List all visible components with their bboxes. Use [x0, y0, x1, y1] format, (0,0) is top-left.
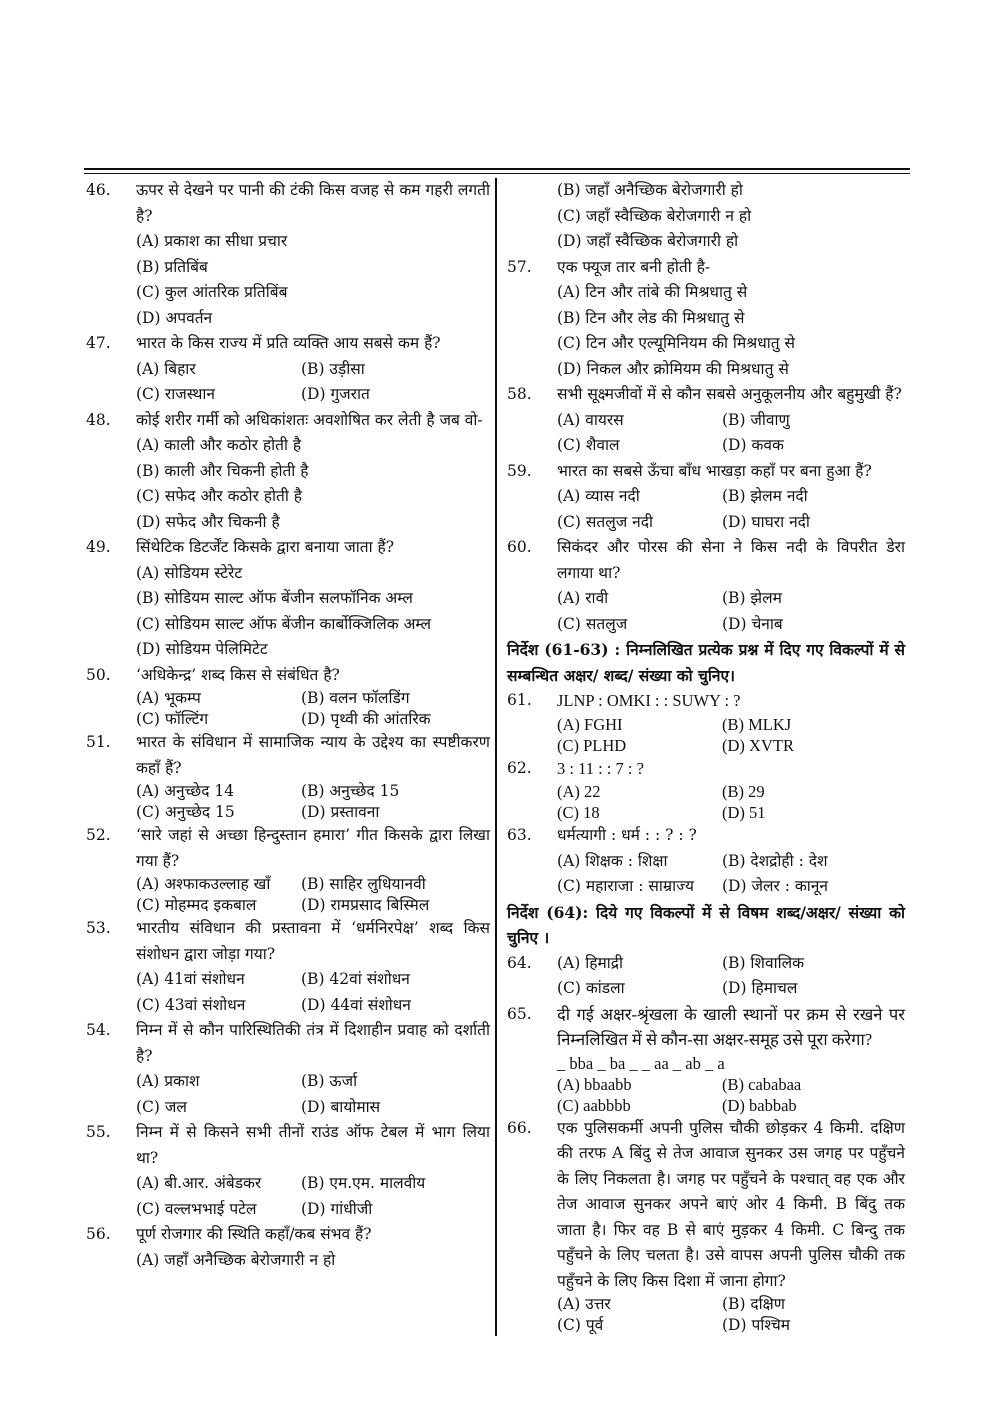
column-divider: [495, 178, 497, 1336]
option: (C) जल: [136, 1097, 187, 1116]
option: (B) ऊर्जा: [301, 1072, 358, 1090]
options-61: [507, 714, 905, 756]
options-62: [507, 781, 905, 823]
option-row: [136, 895, 490, 916]
option: (C) aabbbb: [557, 1095, 631, 1115]
option: (B) सोडियम साल्ट ऑफ बेंजीन सलफॉनिक अम्ल: [136, 589, 413, 607]
option: (B) साहिर लुधियानवी: [301, 875, 426, 893]
option: (D) गुजरात: [301, 385, 370, 403]
option: (A) 41वां संशोधन: [136, 970, 245, 988]
option-row: [557, 433, 905, 459]
options-53: [86, 967, 490, 1018]
option: (A) हिमाद्री: [557, 953, 623, 972]
option: (D) बायोमास: [301, 1097, 381, 1116]
option-row: [557, 612, 905, 638]
option-row: [557, 976, 905, 1002]
option: (B) वलन फॉलडिंग: [301, 689, 410, 707]
options-60: [507, 586, 905, 637]
option: (D) सफेद और चिकनी है: [136, 512, 280, 531]
option-row: [557, 1074, 905, 1095]
option: (A) व्यास नदी: [557, 487, 640, 505]
question-text: भारत के संविधान में सामाजिक न्याय के उद्देश्य का स्पष्टीकरण कहाँ हैं?: [136, 733, 490, 777]
option-row: [136, 357, 490, 383]
option-row: [136, 967, 490, 993]
option: (C) सतलुज: [557, 614, 628, 633]
question-text: एक पुलिसकर्मी अपनी पुलिस चौकी छोड़कर 4 किमी. दक्षिण की तरफ A बिंदु से तेज आवाज सुनकर उस जगह पर पहुँचने के लिए निकलता है। जगह पर पहुँचने के पश्चात् वह एक और तेज आवाज सुनकर अपने बाएं ओर 4 किमी. B बिंदु तक जाता है। फिर वह B से बाएं मुड़कर 4 किमी. C बिन्दु तक पहुँचने के लिए चलता है। उसे वापस अपनी पुलिस चौकी तक पहुँचने के लिए किस दिशा में जाना होगा?: [557, 1118, 905, 1290]
question-50: [86, 663, 490, 689]
option: (D) 51: [722, 803, 766, 822]
options-66: [507, 1294, 905, 1336]
question-number: 53.: [86, 919, 111, 937]
question-number: 55.: [86, 1123, 111, 1141]
options-55: [86, 1171, 490, 1222]
question-63: [507, 823, 905, 849]
option: (C) शैवाल: [557, 436, 620, 454]
question-text: ‘सारे जहां से अच्छा हिन्दुस्तान हमारा’ गीत किसके द्वारा लिखा गया हैं?: [136, 826, 490, 870]
question-text: पूर्ण रोजगार की स्थिति कहाँ/कब संभव हैं?: [136, 1225, 372, 1243]
question-number: 61.: [507, 691, 532, 709]
option: (C) पूर्व: [557, 1316, 604, 1334]
option: (D) सोडियम पेलिमिटेट: [136, 640, 268, 658]
question-number: 48.: [86, 410, 111, 429]
letter-series: _ bba _ ba _ _ aa _ ab _ a: [557, 1053, 725, 1073]
option: (A) 22: [557, 782, 601, 801]
question-text: भारत का सबसे ऊँचा बाँध भाखड़ा कहाँ पर बना हुआ हैं?: [557, 461, 872, 480]
question-number: 51.: [86, 733, 111, 751]
option: (D) babbab: [722, 1095, 797, 1115]
question-text: सभी सूक्ष्मजीवों में से कौन सबसे अनुकूलनीय और बहुमुखी हैं?: [557, 385, 902, 403]
question-number: 62.: [507, 758, 532, 777]
question-number: 60.: [507, 538, 532, 556]
options-56: [86, 1248, 490, 1274]
question-54: [86, 1018, 490, 1069]
option-row: [136, 874, 490, 895]
option: (C) सतलुज नदी: [557, 512, 653, 531]
question-number: 64.: [507, 953, 532, 972]
option-row: [136, 1095, 490, 1121]
option: (C) PLHD: [557, 735, 627, 755]
left-column: [86, 178, 490, 1273]
option: (A) अनुच्छेद 14: [136, 782, 235, 800]
option: (C) राजस्थान: [136, 385, 215, 403]
option: (B) टिन और लेड की मिश्रधातु से: [557, 308, 745, 327]
option: (C) जहाँ स्वैच्छिक बेरोजगारी न हो: [557, 206, 752, 225]
question-text: सिंथेटिक डिटर्जेंट किसके द्वारा बनाया जाता हैं?: [136, 538, 395, 556]
question-58: [507, 382, 905, 408]
question-49: [86, 535, 490, 561]
option-row: [136, 1069, 490, 1095]
option: (C) अनुच्छेद 15: [136, 803, 235, 821]
option-row: [136, 1197, 490, 1223]
option: (D) प्रस्तावना: [301, 803, 380, 821]
question-number: 65.: [507, 1004, 532, 1023]
question-number: 47.: [86, 334, 111, 352]
option: (C) फॉल्टिंग: [136, 710, 209, 728]
options-58: [507, 408, 905, 459]
question-52: [86, 823, 490, 874]
options-65: [507, 1074, 905, 1116]
question-text: ‘अधिकेन्द्र’ शब्द किस से संबंधित है?: [136, 665, 340, 684]
option: (B) देशद्रोही : देश: [722, 851, 828, 870]
question-48: [86, 408, 490, 434]
question-text: ऊपर से देखने पर पानी की टंकी किस वजह से कम गहरी लगती है?: [136, 181, 490, 225]
question-number: 52.: [86, 826, 111, 844]
question-61: [507, 688, 905, 714]
option-row: [557, 1315, 905, 1336]
option: (A) अश्फाकउल्लाह खाँ: [136, 875, 271, 893]
option: (C) महाराजा : साम्राज्य: [557, 877, 694, 895]
question-text: JLNP : OMKI : : SUWY : ?: [557, 691, 741, 710]
option: (B) शिवालिक: [722, 953, 805, 972]
option: (A) FGHI: [557, 714, 623, 734]
options-48: [86, 433, 490, 535]
option-row: [557, 802, 905, 823]
options-50: [86, 688, 490, 730]
question-text: भारत के किस राज्य में प्रति व्यक्ति आय सबसे कम हैं?: [136, 334, 441, 352]
option: (D) अपवर्तन: [136, 308, 213, 327]
option: (A) शिक्षक : शिक्षा: [557, 851, 668, 870]
option-row: [557, 1294, 905, 1315]
options-51: [86, 781, 490, 823]
option: (C) टिन और एल्यूमिनियम की मिश्रधातु से: [557, 334, 795, 352]
option: (B) 42वां संशोधन: [301, 970, 410, 988]
option-row: [557, 951, 905, 977]
question-66: [507, 1116, 905, 1295]
option: (D) पृथ्वी की आंतरिक: [301, 710, 431, 728]
option-row: [557, 408, 905, 434]
question-number: 59.: [507, 461, 532, 480]
header-rule-thin: [84, 173, 910, 174]
options-49: [86, 561, 490, 663]
option: (D) XVTR: [722, 735, 794, 755]
question-55: [86, 1120, 490, 1171]
options-59: [507, 484, 905, 535]
question-text: सिकंदर और पोरस की सेना ने किस नदी के विपरीत डेरा लगाया था?: [557, 538, 905, 582]
option: (B) जहाँ अनैच्छिक बेरोजगारी हो: [557, 181, 743, 199]
option-row: [557, 735, 905, 756]
option: (C) मोहम्मद इकबाल: [136, 896, 257, 914]
option-row: [557, 781, 905, 802]
option: (B) काली और चिकनी होती है: [136, 461, 309, 480]
question-text: एक फ्यूज तार बनी होती है-: [557, 257, 711, 276]
option-row: [557, 714, 905, 735]
option: (B) झेलम: [722, 589, 782, 607]
option: (D) कवक: [722, 436, 784, 454]
options-63: [507, 849, 905, 900]
option: (D) जेलर : कानून: [722, 877, 828, 895]
option: (A) प्रकाश: [136, 1072, 200, 1090]
option-row: [136, 993, 490, 1019]
options-46: [86, 229, 490, 331]
question-text: धर्मत्यागी : धर्म : : ? : ?: [557, 826, 697, 844]
question-53: [86, 916, 490, 967]
question-text: निम्न में से किसने सभी तीनों राउंड ऑफ टेबल में भाग लिया था?: [136, 1123, 490, 1167]
option: (B) दक्षिण: [722, 1295, 785, 1313]
option: (D) गांधीजी: [301, 1199, 373, 1218]
option-row: [136, 709, 490, 730]
direction-61-63: निर्देश (61-63) : निम्नलिखित प्रत्येक प्रश्न में दिए गए विकल्पों में से सम्बन्धित अक्षर/ शब्द/ संख्या को चुनिए।: [507, 640, 905, 685]
option-row: [557, 484, 905, 510]
option: (B) प्रतिबिंब: [136, 257, 208, 276]
right-column: [507, 178, 905, 1336]
option: (C) 43वां संशोधन: [136, 995, 246, 1014]
option: (D) चेनाब: [722, 614, 783, 633]
question-text: कोई शरीर गर्मी को अधिकांशतः अवशोषित कर लेती है जब वो-: [136, 410, 483, 429]
options-47: [86, 357, 490, 408]
option: (B) एम.एम. मालवीय: [301, 1174, 426, 1192]
question-51: [86, 730, 490, 781]
option: (B) अनुच्छेद 15: [301, 782, 400, 800]
question-number: 66.: [507, 1118, 532, 1137]
option-row: [136, 781, 490, 802]
question-text: निम्न में से कौन पारिस्थितिकी तंत्र में दिशाहीन प्रवाह को दर्शाती है?: [136, 1021, 490, 1065]
question-65: [507, 1002, 905, 1074]
option: (D) जहाँ स्वैच्छिक बेरोजगारी हो: [557, 232, 739, 250]
q56-continued-options: [507, 178, 905, 255]
option: (A) भूकम्प: [136, 689, 201, 707]
option: (C) कुल आंतरिक प्रतिबिंब: [136, 283, 288, 301]
header-rule-thick: [84, 168, 910, 170]
option: (B) जीवाणु: [722, 410, 790, 429]
option: (A) प्रकाश का सीधा प्रचार: [136, 232, 288, 250]
question-number: 63.: [507, 826, 532, 844]
option: (D) घाघरा नदी: [722, 512, 810, 531]
option-row: [557, 586, 905, 612]
question-text: भारतीय संविधान की प्रस्तावना में ‘धर्मनिरपेक्ष’ शब्द किस संशोधन द्वारा जोड़ा गया?: [136, 919, 490, 963]
question-59: [507, 459, 905, 485]
question-number: 50.: [86, 665, 111, 684]
question-64: [507, 951, 905, 977]
question-60: [507, 535, 905, 586]
option: (D) रामप्रसाद बिस्मिल: [301, 896, 430, 914]
question-57: [507, 255, 905, 281]
option: (A) रावी: [557, 589, 609, 607]
question-number: 54.: [86, 1021, 111, 1039]
option-row: [557, 510, 905, 536]
option: (C) वल्लभभाई पटेल: [136, 1199, 257, 1218]
option: (C) सफेद और कठोर होती है: [136, 487, 303, 505]
question-number: 57.: [507, 257, 532, 276]
option: (B) MLKJ: [722, 714, 792, 734]
options-52: [86, 874, 490, 916]
option: (A) bbaabb: [557, 1074, 632, 1094]
option-row: [557, 874, 905, 900]
option: (C) कांडला: [557, 979, 625, 997]
question-number: 49.: [86, 538, 111, 556]
question-47: [86, 331, 490, 357]
question-text: दी गई अक्षर-श्रृंखला के खाली स्थानों पर क्रम से रखने पर निम्नलिखित में से कौन-सा अक्षर-समूह उसे पूरा करेगा?: [557, 1004, 905, 1049]
options-57: [507, 280, 905, 382]
option: (B) झेलम नदी: [722, 487, 808, 505]
option-row: [136, 688, 490, 709]
option: (C) 18: [557, 803, 600, 822]
option-row: [557, 1095, 905, 1116]
option-row: [136, 1171, 490, 1197]
question-number: 46.: [86, 181, 111, 199]
question-62: [507, 756, 905, 782]
option: (A) बिहार: [136, 359, 196, 378]
options-54: [86, 1069, 490, 1120]
option: (D) पश्चिम: [722, 1316, 790, 1334]
option: (C) सोडियम साल्ट ऑफ बेंजीन कार्बोक्जिलिक अम्ल: [136, 614, 432, 633]
option-row: [136, 802, 490, 823]
option: (A) काली और कठोर होती है: [136, 436, 302, 454]
option-row: [557, 849, 905, 875]
option: (B) cababaa: [722, 1074, 802, 1094]
question-text: 3 : 11 : : 7 : ?: [557, 758, 644, 778]
option: (A) टिन और तांबे की मिश्रधातु से: [557, 283, 748, 301]
question-number: 58.: [507, 385, 532, 403]
option: (B) उड़ीसा: [301, 359, 365, 378]
option: (B) 29: [722, 782, 765, 801]
option: (A) सोडियम स्टेरेट: [136, 563, 243, 582]
direction-64: निर्देश (64): दिये गए विकल्पों में से विषम शब्द/अक्षर/ संख्या को चुनिए ।: [507, 902, 905, 947]
option: (A) जहाँ अनैच्छिक बेरोजगारी न हो: [136, 1250, 336, 1269]
question-46: [86, 178, 490, 229]
option: (A) उत्तर: [557, 1295, 611, 1313]
option: (D) 44वां संशोधन: [301, 995, 411, 1014]
option: (A) बी.आर. अंबेडकर: [136, 1174, 262, 1192]
question-number: 56.: [86, 1225, 111, 1243]
option-row: [136, 382, 490, 408]
option: (D) हिमाचल: [722, 979, 798, 997]
option: (D) निकल और क्रोमियम की मिश्रधातु से: [557, 359, 789, 378]
option: (A) वायरस: [557, 410, 624, 429]
question-56: [86, 1222, 490, 1248]
options-64: [507, 976, 905, 1002]
